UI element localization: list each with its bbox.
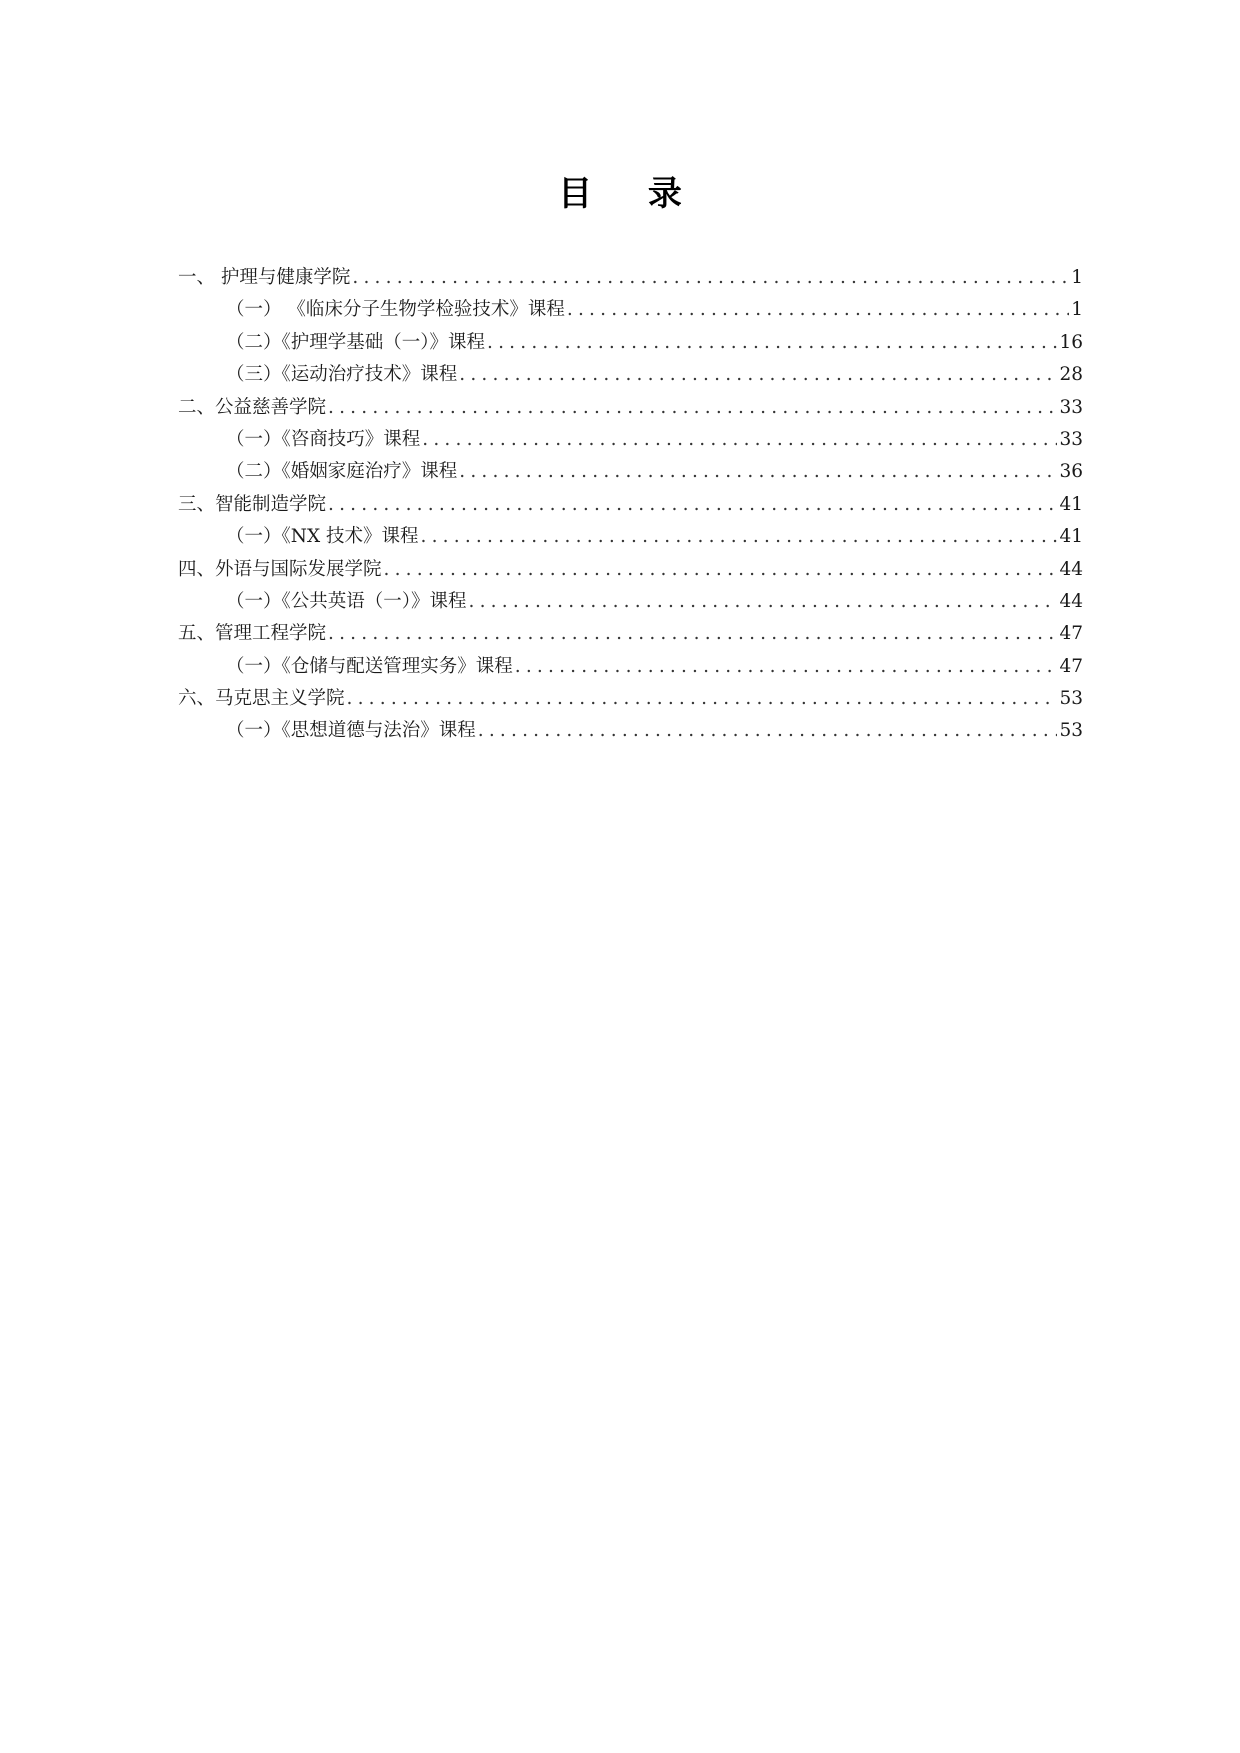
toc-dot-leader [459,359,1057,391]
toc-entry-label: 五、管理工程学院 [178,623,327,645]
toc-page-number: 44 [1059,558,1083,580]
toc-entry-label: （一）《思想道德与法治》课程 [226,720,476,742]
toc-page-number: 33 [1059,428,1083,450]
toc-entry-label: 一、 护理与健康学院 [178,267,351,288]
toc-entry-label: （一）《公共英语（一）》课程 [226,590,467,612]
toc-page-number: 1 [1071,267,1083,288]
toc-page-number: 41 [1059,493,1083,515]
toc-dot-leader [469,586,1058,618]
toc-page-number: 33 [1059,396,1083,418]
toc-dot-leader [487,327,1057,359]
toc-entry-subsection[interactable] [178,294,1083,326]
toc-dot-leader [459,456,1057,488]
toc-entry-label: 四、外语与国际发展学院 [178,558,382,580]
toc-entry-subsection[interactable] [178,456,1083,488]
toc-entry-subsection[interactable] [178,715,1083,747]
toc-dot-leader [421,521,1058,553]
toc-entry-subsection[interactable] [178,651,1083,683]
toc-dot-leader [328,618,1057,650]
toc-entry-section-1[interactable] [178,262,1083,294]
toc-entry-label: 六、马克思主义学院 [178,688,345,710]
toc-entry-section-4[interactable] [178,554,1083,586]
toc-page-number: 44 [1059,590,1083,612]
toc-entry-subsection[interactable] [178,327,1083,359]
toc-dot-leader [347,683,1058,715]
toc-entry-subsection[interactable] [178,424,1083,456]
toc-page-number: 53 [1059,720,1083,742]
toc-entry-section-2[interactable] [178,392,1083,424]
toc-entry-label: （一）《咨商技巧》课程 [226,428,421,450]
toc-dot-leader [384,554,1058,586]
table-of-contents [178,262,1083,748]
toc-page-number: 36 [1059,461,1083,483]
toc-dot-leader [352,262,1069,294]
toc-entry-label: （一） 《临床分子生物学检验技术》课程 [226,299,565,321]
toc-entry-label: （二）《护理学基础（一）》课程 [226,331,486,353]
toc-entry-label: （一）《仓储与配送管理实务》课程 [226,655,513,677]
page-title: 目 录 [558,174,704,214]
toc-entry-label: 三、智能制造学院 [178,493,327,515]
toc-page-number: 1 [1071,299,1083,321]
toc-entry-label: 二、公益慈善学院 [178,396,327,418]
toc-entry-label: （三）《运动治疗技术》课程 [226,364,458,386]
toc-page-number: 47 [1059,623,1083,645]
toc-entry-subsection[interactable] [178,521,1083,553]
toc-dot-leader [567,294,1069,326]
toc-entry-subsection[interactable] [178,359,1083,391]
toc-dot-leader [515,651,1058,683]
toc-entry-subsection[interactable] [178,586,1083,618]
toc-page-number: 53 [1059,688,1083,710]
toc-dot-leader [328,392,1057,424]
toc-entry-label: （二）《婚姻家庭治疗》课程 [226,461,458,483]
toc-dot-leader [422,424,1057,456]
toc-entry-section-3[interactable] [178,489,1083,521]
toc-page-number: 16 [1059,331,1083,353]
toc-dot-leader [328,489,1057,521]
toc-entry-label: （一）《NX 技术》课程 [226,526,419,548]
toc-page-number: 41 [1059,526,1083,548]
toc-page-number: 47 [1059,655,1083,677]
toc-entry-section-6[interactable] [178,683,1083,715]
toc-dot-leader [478,715,1058,747]
toc-page-number: 28 [1059,364,1083,386]
toc-entry-section-5[interactable] [178,618,1083,650]
